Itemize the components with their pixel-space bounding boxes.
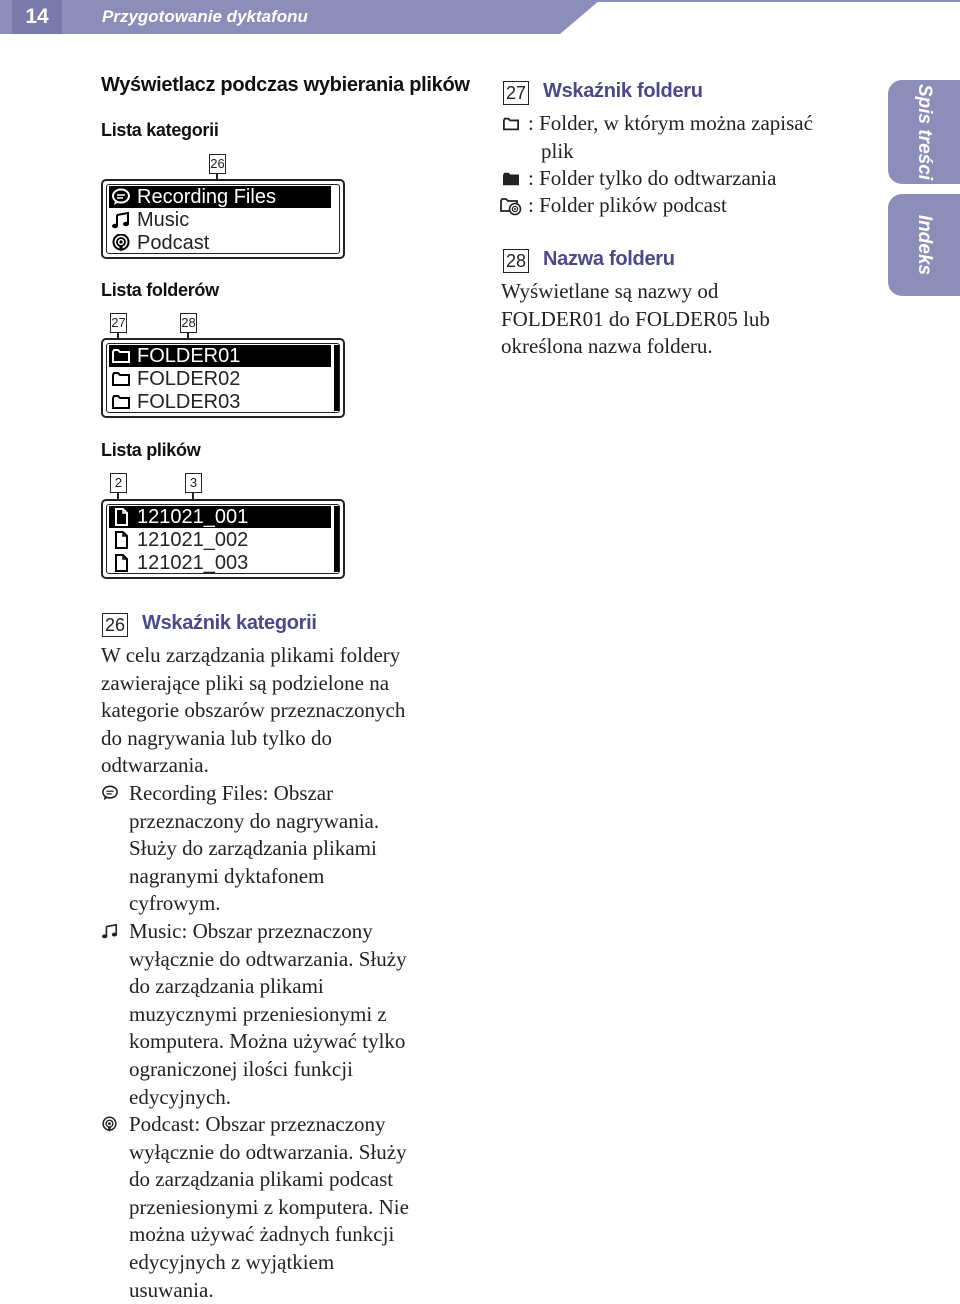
folder-writable-text [528,110,813,165]
text-line: Wyświetlane są nazwy od [501,279,719,303]
list-item [109,209,331,231]
list-item [109,186,331,208]
list-item [109,345,331,367]
text-line: przeniesionymi z komputera. Nie [129,1194,409,1219]
list-item-label: Music [137,209,190,231]
text-line: edycyjnych z wyjątkiem [129,1249,335,1274]
text-line: W celu zarządzania plikami foldery [101,643,401,667]
tab-table-of-contents[interactable] [888,80,960,184]
text-line: nagranymi dyktafonem [129,863,325,888]
podcast-folder-icon [499,196,523,216]
marker-26: 26 [209,154,226,174]
text-line: zawierające pliki są podzielone na [101,670,390,695]
list-item-label: 121021_003 [137,552,249,574]
folder-icon [111,347,131,365]
recording-files-icon [101,785,119,801]
folder-playback-text: : Folder tylko do odtwarzania [528,166,777,190]
text-line: ograniczonej ilości funkcji [129,1056,353,1081]
folder-indicator-heading: Wskaźnik folderu [543,80,703,102]
recording-files-text [129,780,379,918]
text-line: Podcast: Obszar przeznaczony [129,1112,386,1136]
text-line: odtwarzania. [101,753,209,778]
folder-name-heading: Nazwa folderu [543,248,675,270]
scroll-bar [334,506,339,572]
marker-2: 2 [110,473,127,493]
text-line: wyłącznie do odtwarzania. Służy [129,946,407,971]
header-rule [560,0,960,2]
text-line: muzycznymi przeniesionymi z [129,1001,387,1026]
tab-index-label: Indeks [914,214,935,276]
folder-name-text [501,278,770,361]
text-line: kategorie obszarów przeznaczonych [101,698,406,723]
list-item-label: Recording Files [137,186,276,208]
folder-icon [501,116,521,132]
category-indicator-heading: Wskaźnik kategorii [142,612,317,634]
text-line: Służy do zarządzania plikami [129,836,377,861]
list-item [109,529,331,551]
header-slant [560,0,600,34]
recording-files-icon [111,188,131,206]
text-line: do nagrywania lub tylko do [101,725,332,750]
scroll-bar [334,345,339,411]
music-text [129,918,407,1111]
section-heading: Wyświetlacz podczas wybierania plików [101,74,470,96]
text-line: plik [541,138,574,163]
list-item-label: 121021_002 [137,529,249,551]
list-item [109,368,331,390]
marker-28-label: 28 [503,249,529,273]
tab-contents-label: Spis treści [914,83,935,181]
text-line: cyfrowym. [129,891,221,916]
category-list-label: Lista kategorii [101,120,219,140]
list-item-label: FOLDER02 [137,368,241,390]
category-list-display [101,179,345,259]
podcast-text [129,1111,409,1304]
text-line: przeznaczony do nagrywania. [129,808,380,833]
text-line: komputera. Można używać tylko [129,1029,406,1054]
folder-icon [111,370,131,388]
file-icon [111,531,131,549]
file-list-display [101,499,345,579]
music-note-icon [101,923,119,939]
folder-icon [111,393,131,411]
podcast-icon [111,234,131,252]
file-icon [111,508,131,526]
podcast-icon [101,1116,118,1133]
marker-27: 27 [110,313,127,333]
text-line: : Folder, w którym można zapisać [528,111,813,135]
folder-list-label: Lista folderów [101,280,219,300]
text-line: Music: Obszar przeznaczony [129,919,373,943]
list-item [109,506,331,528]
marker-26-label: 26 [102,613,128,637]
page-header [0,0,960,34]
marker-3: 3 [185,473,202,493]
folder-list-display [101,338,345,418]
page-number: 14 [12,0,62,34]
folder-podcast-text: : Folder plików podcast [528,193,727,217]
text-line: można używać żadnych funkcji [129,1222,395,1247]
list-item-label: FOLDER03 [137,391,241,413]
text-line: FOLDER01 do FOLDER05 lub [501,306,770,331]
list-item [109,391,331,413]
chapter-title: Przygotowanie dyktafonu [102,7,308,26]
file-icon [111,554,131,572]
text-line: określona nazwa folderu. [501,334,713,359]
marker-27-label: 27 [503,81,529,105]
playback-folder-icon [501,171,521,187]
list-item-label: 121021_001 [137,506,249,528]
text-line: usuwania. [129,1277,214,1302]
category-indicator-text [101,642,405,780]
list-item [109,232,331,254]
text-line: do zarządzania plikami podcast [129,1167,394,1192]
list-item [109,552,331,574]
list-item-label: FOLDER01 [137,345,241,367]
list-item-label: Podcast [137,232,210,254]
text-line: Recording Files: Obszar [129,781,334,805]
text-line: do zarządzania plikami [129,974,324,999]
file-list-label: Lista plików [101,440,201,460]
text-line: wyłącznie do odtwarzania. Służy [129,1139,407,1164]
text-line: edycyjnych. [129,1084,232,1109]
tab-index[interactable] [888,194,960,296]
marker-28: 28 [180,313,197,333]
music-note-icon [111,211,131,229]
